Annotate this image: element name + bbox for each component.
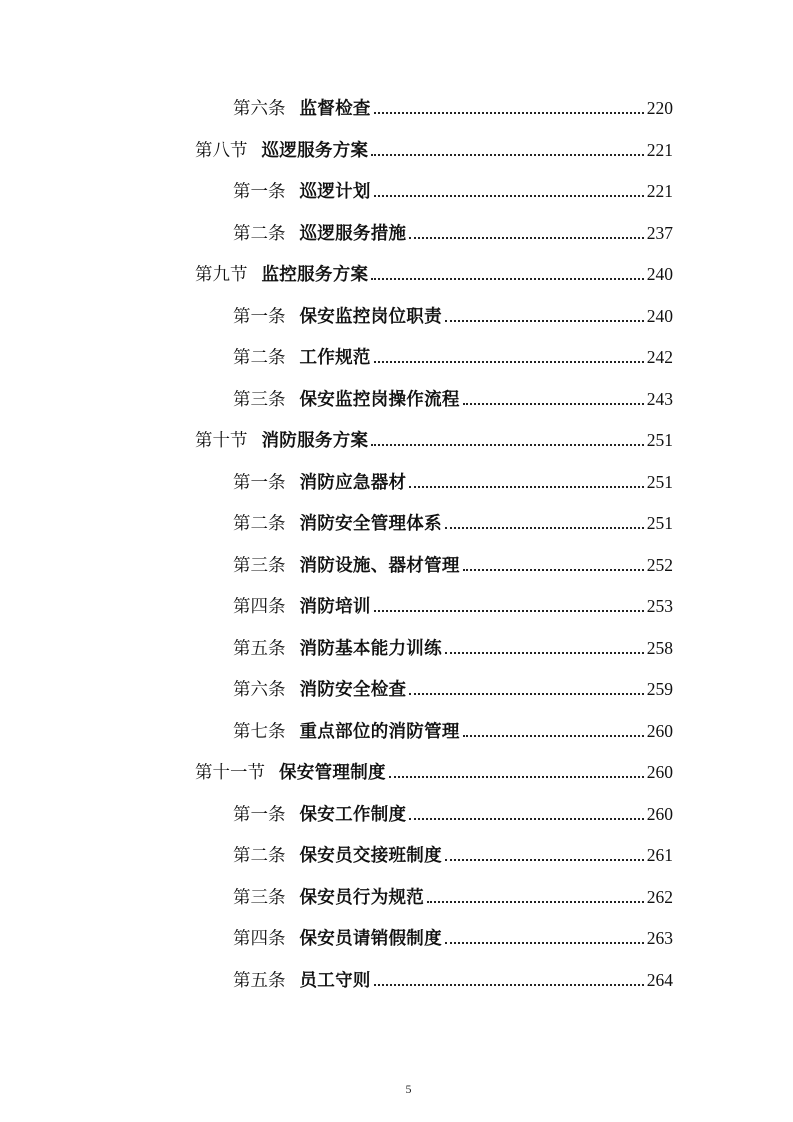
dot-leader (445, 320, 644, 322)
toc-entry-number: 第四条 (233, 596, 286, 616)
toc-entry-title: 保安监控岗位职责 (299, 305, 442, 326)
toc-entry-number: 第一条 (233, 181, 286, 201)
dot-leader (409, 693, 643, 695)
toc-entry-page: 259 (646, 679, 673, 699)
toc-entry-page: 260 (646, 762, 673, 782)
toc-article-entry[interactable] (0, 213, 673, 255)
toc-entry-number: 第三条 (233, 388, 286, 409)
toc-entry-number: 第二条 (233, 347, 286, 367)
toc-entry-page: 237 (646, 222, 673, 243)
toc-entry-title: 巡逻计划 (299, 181, 371, 201)
dot-leader (445, 652, 644, 654)
toc-entry-title: 消防服务方案 (261, 430, 369, 450)
dot-leader (371, 154, 643, 156)
toc-entry-page: 240 (646, 264, 673, 284)
toc-entry-title: 保安员请销假制度 (299, 928, 442, 948)
dot-leader (389, 776, 644, 778)
dot-leader (427, 901, 644, 903)
toc-entry-number: 第三条 (233, 886, 286, 907)
toc-entry-page: 264 (646, 969, 673, 990)
toc-article-entry[interactable] (0, 171, 673, 213)
dot-leader (463, 403, 644, 405)
toc-entry-page: 242 (646, 347, 673, 367)
toc-entry-number: 第一条 (233, 471, 286, 492)
toc-section-entry[interactable] (0, 752, 673, 794)
toc-article-entry[interactable] (0, 462, 673, 504)
toc-entry-title: 保安工作制度 (299, 803, 407, 824)
toc-entry-number: 第一条 (233, 305, 286, 326)
dot-leader (445, 942, 644, 944)
dot-leader (445, 527, 644, 529)
toc-entry-number: 第十节 (195, 430, 248, 450)
toc-article-entry[interactable] (0, 628, 673, 670)
toc-entry-title: 消防基本能力训练 (299, 637, 442, 658)
toc-entry-page: 258 (646, 637, 673, 658)
toc-entry-page: 260 (646, 803, 673, 824)
page-number: 5 (405, 1082, 412, 1096)
toc-entry-title: 消防应急器材 (299, 471, 407, 492)
toc-section-entry[interactable] (0, 254, 673, 296)
toc-entry-title: 消防安全检查 (299, 679, 407, 699)
toc-entry-page: 251 (646, 513, 673, 533)
toc-entry-number: 第四条 (233, 928, 286, 948)
toc-entry-page: 253 (646, 596, 673, 616)
toc-article-entry[interactable] (0, 960, 673, 1002)
toc-entry-page: 252 (646, 554, 673, 575)
toc-entry-page: 221 (646, 181, 673, 201)
toc-entry-number: 第一条 (233, 803, 286, 824)
toc-entry-page: 260 (646, 720, 673, 741)
toc-article-entry[interactable] (0, 877, 673, 919)
dot-leader (374, 984, 644, 986)
toc-entry-title: 消防安全管理体系 (299, 513, 442, 533)
toc-entry-page: 251 (646, 430, 673, 450)
dot-leader (409, 486, 643, 488)
toc-article-entry[interactable] (0, 503, 673, 545)
toc-article-entry[interactable] (0, 337, 673, 379)
toc-article-entry[interactable] (0, 586, 673, 628)
toc-entry-title: 保安员行为规范 (299, 886, 425, 907)
dot-leader (374, 610, 644, 612)
toc-entry-page: 263 (646, 928, 673, 948)
toc-entry-number: 第三条 (233, 554, 286, 575)
dot-leader (374, 112, 644, 114)
toc-entry-number: 第五条 (233, 969, 286, 990)
toc-entry-page: 240 (646, 305, 673, 326)
toc-entry-title: 监控服务方案 (261, 264, 369, 284)
toc-entry-page: 220 (646, 98, 673, 118)
toc-entry-title: 保安监控岗操作流程 (299, 388, 460, 409)
table-of-contents (0, 88, 793, 1001)
toc-entry-page: 261 (646, 845, 673, 865)
toc-entry-title: 消防培训 (299, 596, 371, 616)
toc-article-entry[interactable] (0, 835, 673, 877)
toc-entry-title: 工作规范 (299, 347, 371, 367)
toc-article-entry[interactable] (0, 296, 673, 338)
toc-entry-number: 第八节 (195, 139, 248, 160)
dot-leader (374, 361, 644, 363)
toc-entry-title: 重点部位的消防管理 (299, 720, 460, 741)
toc-entry-page: 251 (646, 471, 673, 492)
toc-entry-title: 员工守则 (299, 969, 371, 990)
toc-section-entry[interactable] (0, 420, 673, 462)
toc-article-entry[interactable] (0, 918, 673, 960)
toc-entry-number: 第二条 (233, 222, 286, 243)
dot-leader (409, 818, 643, 820)
toc-entry-number: 第二条 (233, 513, 286, 533)
toc-entry-title: 保安员交接班制度 (299, 845, 442, 865)
toc-article-entry[interactable] (0, 88, 673, 130)
toc-entry-number: 第六条 (233, 98, 286, 118)
dot-leader (445, 859, 644, 861)
dot-leader (463, 735, 644, 737)
toc-article-entry[interactable] (0, 379, 673, 421)
toc-article-entry[interactable] (0, 669, 673, 711)
toc-entry-number: 第六条 (233, 679, 286, 699)
dot-leader (463, 569, 644, 571)
toc-entry-number: 第九节 (195, 264, 248, 284)
dot-leader (371, 278, 643, 280)
toc-entry-page: 243 (646, 388, 673, 409)
toc-entry-number: 第二条 (233, 845, 286, 865)
dot-leader (409, 237, 643, 239)
toc-entry-number: 第七条 (233, 720, 286, 741)
dot-leader (374, 195, 644, 197)
toc-article-entry[interactable] (0, 794, 673, 836)
toc-article-entry[interactable] (0, 545, 673, 587)
toc-section-entry[interactable] (0, 130, 673, 172)
toc-entry-title: 巡逻服务方案 (261, 139, 369, 160)
toc-entry-title: 巡逻服务措施 (299, 222, 407, 243)
toc-entry-title: 监督检查 (299, 98, 371, 118)
dot-leader (371, 444, 643, 446)
toc-entry-title: 消防设施、器材管理 (299, 554, 460, 575)
toc-entry-page: 262 (646, 886, 673, 907)
toc-entry-number: 第十一节 (195, 762, 265, 782)
toc-article-entry[interactable] (0, 711, 673, 753)
toc-entry-title: 保安管理制度 (279, 762, 386, 782)
toc-entry-page: 221 (646, 139, 673, 160)
toc-entry-number: 第五条 (233, 637, 286, 658)
